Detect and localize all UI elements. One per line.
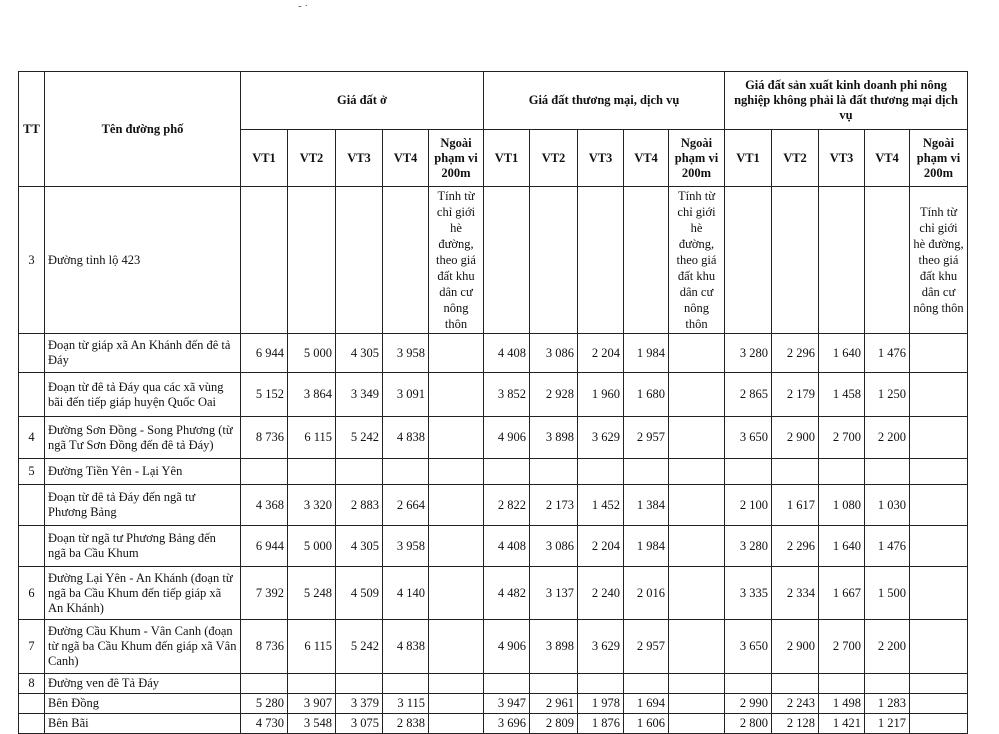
price-cell	[336, 674, 383, 694]
outside-200m-cell	[669, 694, 725, 714]
price-cell: 2 016	[624, 567, 669, 620]
row-index: 4	[19, 417, 45, 459]
price-cell: 2 700	[819, 417, 865, 459]
price-cell: 2 128	[772, 714, 819, 734]
outside-200m-cell	[669, 674, 725, 694]
price-cell	[530, 674, 578, 694]
price-cell	[484, 674, 530, 694]
outside-200m-cell	[669, 526, 725, 567]
price-cell: 3 958	[383, 334, 429, 373]
price-cell: 1 452	[578, 485, 624, 526]
price-cell: 1 384	[624, 485, 669, 526]
price-cell: 3 907	[288, 694, 336, 714]
subheader-vt2: VT2	[772, 130, 819, 187]
price-cell: 6 115	[288, 417, 336, 459]
price-cell: 2 664	[383, 485, 429, 526]
price-cell: 2 822	[484, 485, 530, 526]
outside-200m-cell	[429, 334, 484, 373]
outside-200m-cell	[910, 694, 968, 714]
price-cell: 3 086	[530, 526, 578, 567]
price-cell: 1 640	[819, 526, 865, 567]
price-cell: 3 629	[578, 620, 624, 674]
outside-200m-cell	[910, 526, 968, 567]
price-cell	[241, 674, 288, 694]
outside-200m-cell	[429, 417, 484, 459]
price-cell: 1 617	[772, 485, 819, 526]
row-index	[19, 485, 45, 526]
price-cell: 1 476	[865, 526, 910, 567]
price-cell: 2 900	[772, 417, 819, 459]
subheader-outside-200m: Ngoài phạm vi 200m	[429, 130, 484, 187]
price-cell: 2 883	[336, 485, 383, 526]
price-cell: 3 864	[288, 373, 336, 417]
header-group-commercial: Giá đất thương mại, dịch vụ	[484, 72, 725, 130]
outside-200m-cell	[669, 334, 725, 373]
subheader-vt2: VT2	[288, 130, 336, 187]
outside-200m-note: Tính từ chỉ giới hè đường, theo giá đất khu dân cư nông thôn	[429, 187, 484, 334]
row-index	[19, 526, 45, 567]
land-price-table	[18, 71, 968, 734]
price-cell	[336, 187, 383, 334]
price-cell: 4 906	[484, 620, 530, 674]
price-cell: 3 629	[578, 417, 624, 459]
price-cell: 2 838	[383, 714, 429, 734]
price-cell	[624, 674, 669, 694]
price-cell: 3 650	[725, 417, 772, 459]
price-cell: 4 838	[383, 417, 429, 459]
outside-200m-cell	[910, 334, 968, 373]
table-row	[19, 714, 968, 734]
table-row	[19, 373, 968, 417]
price-cell	[288, 187, 336, 334]
price-cell: 2 200	[865, 620, 910, 674]
price-cell: 2 100	[725, 485, 772, 526]
price-cell: 8 736	[241, 417, 288, 459]
price-cell: 1 694	[624, 694, 669, 714]
outside-200m-cell	[429, 620, 484, 674]
outside-200m-cell	[429, 485, 484, 526]
price-cell: 4 368	[241, 485, 288, 526]
price-cell: 1 217	[865, 714, 910, 734]
price-cell: 1 458	[819, 373, 865, 417]
subheader-vt4: VT4	[624, 130, 669, 187]
header-group-production: Giá đất sản xuất kinh doanh phi nông nghiệp không phải là đất thương mại dịch vụ	[725, 72, 968, 130]
outside-200m-cell	[910, 459, 968, 485]
street-name: Đoạn từ giáp xã An Khánh đến đê tả Đáy	[45, 334, 241, 373]
price-cell: 2 173	[530, 485, 578, 526]
row-index	[19, 694, 45, 714]
price-cell: 4 140	[383, 567, 429, 620]
price-cell: 3 075	[336, 714, 383, 734]
price-cell: 2 865	[725, 373, 772, 417]
outside-200m-cell	[669, 714, 725, 734]
price-cell: 3 349	[336, 373, 383, 417]
street-name: Bên Đồng	[45, 694, 241, 714]
price-cell: 7 392	[241, 567, 288, 620]
outside-200m-cell	[669, 567, 725, 620]
outside-200m-cell	[669, 485, 725, 526]
price-cell: 2 700	[819, 620, 865, 674]
outside-200m-note: Tính từ chỉ giới hè đường, theo giá đất khu dân cư nông thôn	[669, 187, 725, 334]
price-cell: 2 240	[578, 567, 624, 620]
price-cell: 2 296	[772, 334, 819, 373]
price-cell	[383, 674, 429, 694]
price-cell	[484, 187, 530, 334]
price-cell: 3 086	[530, 334, 578, 373]
price-cell: 3 091	[383, 373, 429, 417]
table-row	[19, 567, 968, 620]
subheader-vt3: VT3	[336, 130, 383, 187]
price-cell: 4 305	[336, 526, 383, 567]
subheader-vt1: VT1	[241, 130, 288, 187]
row-index: 3	[19, 187, 45, 334]
price-cell: 1 080	[819, 485, 865, 526]
price-cell: 1 500	[865, 567, 910, 620]
price-cell: 3 898	[530, 620, 578, 674]
price-cell	[530, 187, 578, 334]
table-row	[19, 187, 968, 334]
price-cell: 5 280	[241, 694, 288, 714]
price-cell: 4 408	[484, 334, 530, 373]
price-cell: 4 408	[484, 526, 530, 567]
price-cell	[241, 187, 288, 334]
table-row	[19, 485, 968, 526]
row-index	[19, 334, 45, 373]
price-cell: 2 957	[624, 417, 669, 459]
price-cell: 8 736	[241, 620, 288, 674]
header-name: Tên đường phố	[45, 72, 241, 187]
outside-200m-cell	[429, 459, 484, 485]
table-row	[19, 417, 968, 459]
price-cell: 1 876	[578, 714, 624, 734]
table-row	[19, 334, 968, 373]
outside-200m-cell	[910, 373, 968, 417]
price-cell: 4 838	[383, 620, 429, 674]
price-cell	[819, 674, 865, 694]
price-cell	[578, 187, 624, 334]
price-cell	[383, 459, 429, 485]
subheader-vt1: VT1	[725, 130, 772, 187]
price-cell: 3 115	[383, 694, 429, 714]
price-cell: 4 305	[336, 334, 383, 373]
price-cell: 3 280	[725, 526, 772, 567]
price-cell: 1 283	[865, 694, 910, 714]
price-cell: 2 990	[725, 694, 772, 714]
price-cell: 6 944	[241, 526, 288, 567]
price-cell: 1 476	[865, 334, 910, 373]
street-name: Đoạn từ đê tả Đáy qua các xã vùng bãi đến tiếp giáp huyện Quốc Oai	[45, 373, 241, 417]
subheader-vt4: VT4	[865, 130, 910, 187]
price-cell: 1 498	[819, 694, 865, 714]
table-row	[19, 674, 968, 694]
price-cell	[241, 459, 288, 485]
price-cell: 4 482	[484, 567, 530, 620]
outside-200m-cell	[429, 526, 484, 567]
price-cell	[772, 674, 819, 694]
price-cell: 3 650	[725, 620, 772, 674]
price-cell	[624, 187, 669, 334]
street-name: Đường ven đê Tả Đáy	[45, 674, 241, 694]
price-cell: 1 250	[865, 373, 910, 417]
street-name: Đường Lại Yên - An Khánh (đoạn từ ngã ba Cầu Khum đến tiếp giáp xã An Khánh)	[45, 567, 241, 620]
price-cell	[865, 459, 910, 485]
price-cell	[624, 459, 669, 485]
price-cell	[484, 459, 530, 485]
outside-200m-cell	[669, 620, 725, 674]
row-index: 5	[19, 459, 45, 485]
price-cell: 2 200	[865, 417, 910, 459]
outside-200m-cell	[910, 714, 968, 734]
price-cell: 5 152	[241, 373, 288, 417]
outside-200m-cell	[910, 674, 968, 694]
row-index	[19, 714, 45, 734]
outside-200m-cell	[910, 485, 968, 526]
price-cell: 1 640	[819, 334, 865, 373]
price-cell: 3 898	[530, 417, 578, 459]
price-cell: 3 548	[288, 714, 336, 734]
price-cell: 5 000	[288, 526, 336, 567]
price-cell	[725, 187, 772, 334]
price-cell: 6 115	[288, 620, 336, 674]
subheader-outside-200m: Ngoài phạm vi 200m	[910, 130, 968, 187]
subheader-vt1: VT1	[484, 130, 530, 187]
price-cell: 1 606	[624, 714, 669, 734]
price-cell	[819, 187, 865, 334]
outside-200m-cell	[669, 459, 725, 485]
price-cell: 5 242	[336, 620, 383, 674]
table-row	[19, 620, 968, 674]
subheader-vt3: VT3	[819, 130, 865, 187]
price-cell: 2 296	[772, 526, 819, 567]
outside-200m-cell	[910, 417, 968, 459]
price-cell: 1 978	[578, 694, 624, 714]
price-cell: 5 242	[336, 417, 383, 459]
subheader-outside-200m: Ngoài phạm vi 200m	[669, 130, 725, 187]
table-row	[19, 459, 968, 485]
row-index	[19, 373, 45, 417]
price-cell: 2 957	[624, 620, 669, 674]
price-cell: 3 335	[725, 567, 772, 620]
price-cell	[383, 187, 429, 334]
price-cell: 2 334	[772, 567, 819, 620]
outside-200m-cell	[429, 694, 484, 714]
price-cell: 2 961	[530, 694, 578, 714]
price-cell	[578, 459, 624, 485]
street-name: Đường Cầu Khum - Vân Canh (đoạn từ ngã ba Cầu Khum đến giáp xã Vân Canh)	[45, 620, 241, 674]
price-cell	[288, 459, 336, 485]
price-cell	[772, 187, 819, 334]
outside-200m-cell	[429, 674, 484, 694]
price-cell	[725, 674, 772, 694]
outside-200m-cell	[429, 714, 484, 734]
page-mark: - ·	[298, 0, 309, 12]
price-cell: 1 984	[624, 334, 669, 373]
price-cell: 2 243	[772, 694, 819, 714]
price-cell	[865, 674, 910, 694]
price-cell: 3 947	[484, 694, 530, 714]
outside-200m-cell	[429, 373, 484, 417]
subheader-vt4: VT4	[383, 130, 429, 187]
price-cell: 3 852	[484, 373, 530, 417]
outside-200m-cell	[669, 417, 725, 459]
price-cell: 2 809	[530, 714, 578, 734]
outside-200m-cell	[910, 620, 968, 674]
price-cell: 2 179	[772, 373, 819, 417]
price-cell: 2 928	[530, 373, 578, 417]
street-name: Bên Bãi	[45, 714, 241, 734]
price-cell: 2 800	[725, 714, 772, 734]
price-cell: 4 509	[336, 567, 383, 620]
price-cell	[725, 459, 772, 485]
price-cell: 2 204	[578, 334, 624, 373]
street-name: Đoạn từ đê tả Đáy đến ngã tư Phương Bảng	[45, 485, 241, 526]
outside-200m-cell	[669, 373, 725, 417]
price-cell: 3 958	[383, 526, 429, 567]
row-index: 7	[19, 620, 45, 674]
price-cell: 2 900	[772, 620, 819, 674]
price-cell	[578, 674, 624, 694]
price-cell	[819, 459, 865, 485]
subheader-vt3: VT3	[578, 130, 624, 187]
price-cell: 5 248	[288, 567, 336, 620]
price-cell: 3 696	[484, 714, 530, 734]
price-cell: 1 960	[578, 373, 624, 417]
price-cell	[530, 459, 578, 485]
header-tt: TT	[19, 72, 45, 187]
price-cell	[336, 459, 383, 485]
row-index: 6	[19, 567, 45, 620]
street-name: Đường tỉnh lộ 423	[45, 187, 241, 334]
row-index: 8	[19, 674, 45, 694]
price-cell: 3 320	[288, 485, 336, 526]
price-cell: 2 204	[578, 526, 624, 567]
price-cell	[288, 674, 336, 694]
price-cell: 1 421	[819, 714, 865, 734]
price-cell: 1 984	[624, 526, 669, 567]
table-row	[19, 694, 968, 714]
street-name: Đường Sơn Đồng - Song Phương (từ ngã Tư Sơn Đồng đến đê tả Đáy)	[45, 417, 241, 459]
price-cell	[865, 187, 910, 334]
price-cell	[772, 459, 819, 485]
price-cell: 4 730	[241, 714, 288, 734]
table-row	[19, 526, 968, 567]
price-cell: 1 030	[865, 485, 910, 526]
price-cell: 3 137	[530, 567, 578, 620]
price-cell: 3 280	[725, 334, 772, 373]
outside-200m-cell	[429, 567, 484, 620]
price-cell: 4 906	[484, 417, 530, 459]
subheader-vt2: VT2	[530, 130, 578, 187]
street-name: Đường Tiền Yên - Lại Yên	[45, 459, 241, 485]
price-cell: 5 000	[288, 334, 336, 373]
header-group-residential: Giá đất ở	[241, 72, 484, 130]
price-cell: 1 667	[819, 567, 865, 620]
outside-200m-cell	[910, 567, 968, 620]
price-cell: 1 680	[624, 373, 669, 417]
price-cell: 3 379	[336, 694, 383, 714]
outside-200m-note: Tính từ chỉ giới hè đường, theo giá đất khu dân cư nông thôn	[910, 187, 968, 334]
price-cell: 6 944	[241, 334, 288, 373]
street-name: Đoạn từ ngã tư Phương Bảng đến ngã ba Cầu Khum	[45, 526, 241, 567]
